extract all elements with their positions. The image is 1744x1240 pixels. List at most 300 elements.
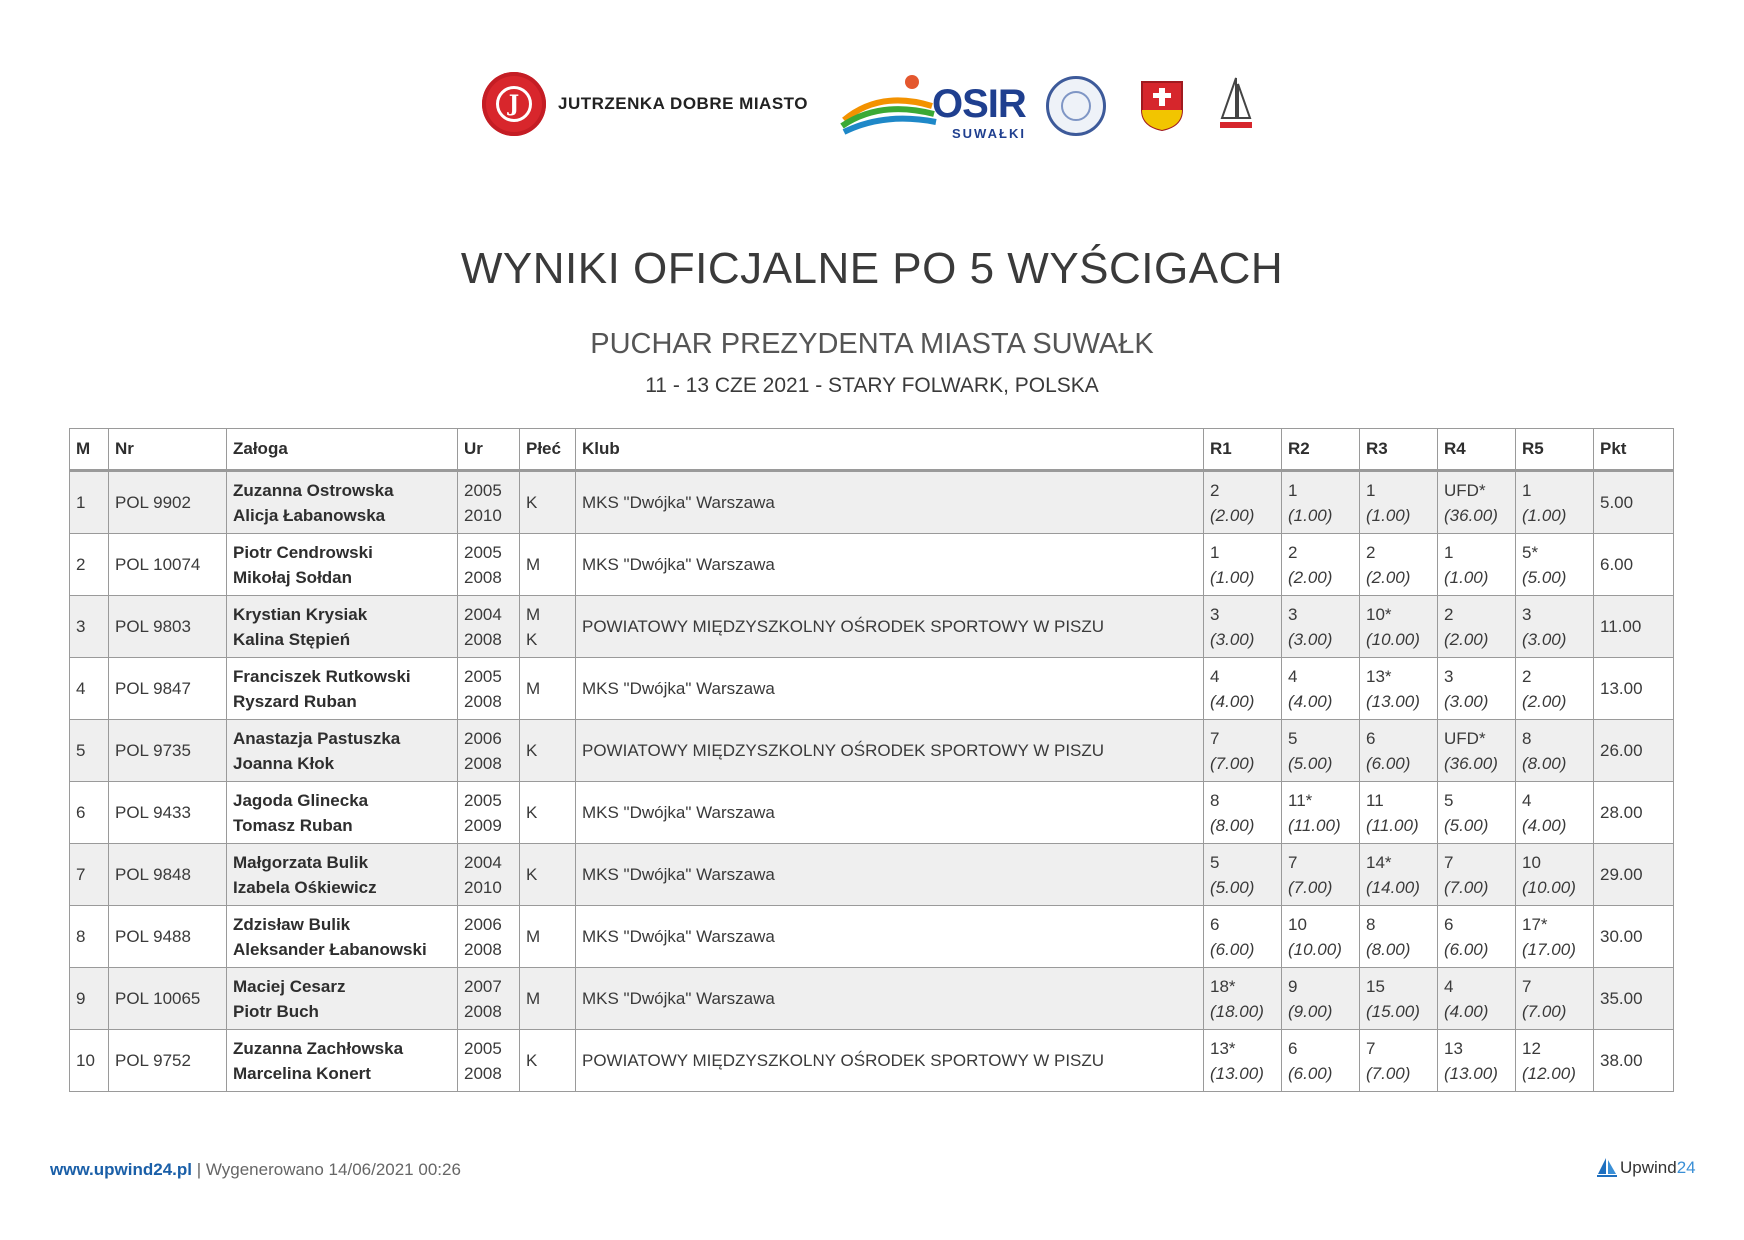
cell-race-2 [1282, 844, 1360, 906]
total-points-value: 11.00 [1600, 617, 1642, 636]
race-points: (5.00) [1522, 567, 1567, 587]
cell-total-points [1594, 720, 1674, 782]
upwind-brand-text [1620, 1158, 1696, 1178]
race-points: (10.00) [1366, 629, 1420, 649]
cell-birth-year [458, 844, 520, 906]
cell-club [576, 720, 1204, 782]
sex-value: M [526, 679, 541, 698]
total-points-value: 29.00 [1600, 865, 1643, 884]
cell-place [70, 844, 109, 906]
race-points: (13.00) [1366, 691, 1420, 711]
col-header: R4 [1438, 429, 1516, 471]
race-position: 7 [1288, 852, 1298, 872]
race-points: (12.00) [1522, 1063, 1576, 1083]
sex-value: M [526, 604, 541, 624]
cell-race-5 [1516, 471, 1594, 534]
race-points: (10.00) [1522, 877, 1576, 897]
cell-race-2 [1282, 658, 1360, 720]
race-position: 6 [1288, 1038, 1298, 1058]
race-position: 6 [1366, 728, 1376, 748]
cell-race-2 [1282, 534, 1360, 596]
cell-race-3 [1360, 658, 1438, 720]
table-row [70, 906, 1674, 968]
cell-race-5 [1516, 906, 1594, 968]
cell-sail-number [109, 906, 227, 968]
cell-total-points [1594, 596, 1674, 658]
race-points: (3.00) [1210, 629, 1255, 649]
cell-race-4 [1438, 658, 1516, 720]
race-position: 5 [1288, 728, 1298, 748]
cell-total-points [1594, 844, 1674, 906]
cell-birth-year [458, 471, 520, 534]
race-position: 13 [1444, 1038, 1463, 1058]
race-points: (4.00) [1210, 691, 1255, 711]
cell-race-2 [1282, 906, 1360, 968]
city-crest-icon [1140, 80, 1184, 132]
race-points: (6.00) [1288, 1063, 1333, 1083]
sail-number-value: POL 10074 [115, 555, 201, 574]
club-name: POWIATOWY MIĘDZYSZKOLNY OŚRODEK SPORTOWY W PISZU [582, 617, 1105, 636]
sex-value: K [526, 1051, 538, 1070]
birth-year-value: 2008 [464, 1063, 502, 1083]
col-header: Płeć [520, 429, 576, 471]
race-position: 17* [1522, 914, 1548, 934]
crew-member-name: Ryszard Ruban [233, 691, 357, 711]
crew-member-name: Franciszek Rutkowski [233, 666, 411, 686]
col-header: R1 [1204, 429, 1282, 471]
cell-race-2 [1282, 596, 1360, 658]
race-points: (7.00) [1288, 877, 1333, 897]
cell-club [576, 968, 1204, 1030]
race-position: 1 [1288, 480, 1298, 500]
birth-year-value: 2008 [464, 567, 502, 587]
crew-member-name: Piotr Cendrowski [233, 542, 373, 562]
cell-total-points [1594, 658, 1674, 720]
race-position: 13* [1210, 1038, 1236, 1058]
race-position: 2 [1366, 542, 1376, 562]
cell-race-4 [1438, 782, 1516, 844]
cell-club [576, 844, 1204, 906]
page-title: WYNIKI OFICJALNE PO 5 WYŚCIGACH [460, 244, 1284, 293]
race-position: 2 [1522, 666, 1532, 686]
total-points-value: 6.00 [1600, 555, 1634, 574]
race-position: 4 [1444, 976, 1454, 996]
race-position: 1 [1210, 542, 1220, 562]
table-row [70, 844, 1674, 906]
race-points: (1.00) [1366, 505, 1411, 525]
total-points-value: 26.00 [1600, 741, 1643, 760]
club-name: MKS "Dwójka" Warszawa [582, 803, 775, 822]
event-dates-location: 11 - 13 CZE 2021 - STARY FOLWARK, POLSKA [645, 374, 1099, 397]
cell-race-5 [1516, 844, 1594, 906]
cell-race-5 [1516, 658, 1594, 720]
cell-race-1 [1204, 471, 1282, 534]
cell-race-4 [1438, 534, 1516, 596]
cell-sail-number [109, 968, 227, 1030]
cell-place [70, 534, 109, 596]
birth-year-value: 2008 [464, 753, 502, 773]
table-row [70, 658, 1674, 720]
cell-total-points [1594, 782, 1674, 844]
cell-crew [227, 720, 458, 782]
cell-total-points [1594, 968, 1674, 1030]
race-points: (5.00) [1210, 877, 1255, 897]
cell-sail-number [109, 534, 227, 596]
cell-club [576, 658, 1204, 720]
cell-crew [227, 596, 458, 658]
race-position: 1 [1366, 480, 1376, 500]
cell-race-4 [1438, 844, 1516, 906]
table-header-row [70, 429, 1674, 471]
race-position: 8 [1522, 728, 1532, 748]
club-name: POWIATOWY MIĘDZYSZKOLNY OŚRODEK SPORTOWY W PISZU [582, 1051, 1105, 1070]
race-position: 2 [1210, 480, 1220, 500]
crew-member-name: Małgorzata Bulik [233, 852, 369, 872]
cell-sail-number [109, 471, 227, 534]
cell-place [70, 658, 109, 720]
sex-value: K [526, 865, 538, 884]
place-value: 5 [76, 741, 86, 760]
cell-race-1 [1204, 906, 1282, 968]
race-position: UFD* [1444, 728, 1486, 748]
cell-club [576, 534, 1204, 596]
cell-race-4 [1438, 906, 1516, 968]
race-points: (10.00) [1288, 939, 1342, 959]
race-position: 1 [1522, 480, 1532, 500]
table-row [70, 720, 1674, 782]
race-points: (13.00) [1210, 1063, 1264, 1083]
race-points: (2.00) [1522, 691, 1567, 711]
table-row [70, 1030, 1674, 1092]
race-points: (2.00) [1444, 629, 1489, 649]
cell-race-5 [1516, 782, 1594, 844]
birth-year-value: 2010 [464, 877, 502, 897]
birth-year-value: 2008 [464, 939, 502, 959]
race-position: 5 [1444, 790, 1454, 810]
cell-race-4 [1438, 968, 1516, 1030]
col-header: Pkt [1594, 429, 1674, 471]
crew-member-name: Jagoda Glinecka [233, 790, 369, 810]
sail-number-value: POL 9752 [115, 1051, 191, 1070]
cell-crew [227, 471, 458, 534]
race-position: 8 [1210, 790, 1220, 810]
total-points-value: 35.00 [1600, 989, 1643, 1008]
cell-total-points [1594, 471, 1674, 534]
birth-year-value: 2005 [464, 666, 502, 686]
total-points-value: 13.00 [1600, 679, 1643, 698]
race-position: 6 [1210, 914, 1220, 934]
club-round-emblem-icon [1046, 76, 1106, 136]
cell-race-3 [1360, 471, 1438, 534]
osir-swoosh-icon [840, 72, 940, 144]
race-position: 6 [1444, 914, 1454, 934]
cell-sex [520, 720, 576, 782]
cell-total-points [1594, 534, 1674, 596]
crew-member-name: Joanna Kłok [233, 753, 335, 773]
cell-place [70, 1030, 109, 1092]
sex-value: K [526, 803, 538, 822]
cell-sail-number [109, 844, 227, 906]
cell-club [576, 782, 1204, 844]
cell-place [70, 471, 109, 534]
logo-strip [0, 68, 1744, 148]
cell-race-4 [1438, 471, 1516, 534]
cell-race-5 [1516, 1030, 1594, 1092]
cell-crew [227, 782, 458, 844]
cell-crew [227, 968, 458, 1030]
crew-member-name: Mikołaj Sołdan [233, 567, 353, 587]
cell-race-1 [1204, 782, 1282, 844]
crew-member-name: Anastazja Pastuszka [233, 728, 401, 748]
crew-member-name: Zdzisław Bulik [233, 914, 351, 934]
cell-crew [227, 534, 458, 596]
crew-member-name: Alicja Łabanowska [233, 505, 386, 525]
cell-place [70, 596, 109, 658]
upwind-brand-number: 24 [1676, 1158, 1696, 1177]
jutrzenka-emblem-icon: J [482, 72, 546, 136]
cell-race-3 [1360, 844, 1438, 906]
col-header: R2 [1282, 429, 1360, 471]
race-position: 7 [1366, 1038, 1376, 1058]
cell-race-5 [1516, 596, 1594, 658]
cell-race-4 [1438, 720, 1516, 782]
cell-race-3 [1360, 968, 1438, 1030]
race-points: (9.00) [1288, 1001, 1333, 1021]
osir-logo-text: OSIR [932, 82, 1026, 126]
cell-race-4 [1438, 1030, 1516, 1092]
cell-birth-year [458, 782, 520, 844]
race-points: (5.00) [1288, 753, 1333, 773]
crew-member-name: Aleksander Łabanowski [233, 939, 427, 959]
cell-sex [520, 782, 576, 844]
race-points: (2.00) [1210, 505, 1255, 525]
cell-place [70, 968, 109, 1030]
race-points: (3.00) [1288, 629, 1333, 649]
cell-race-2 [1282, 968, 1360, 1030]
race-points: (1.00) [1288, 505, 1333, 525]
footer-website-link[interactable]: www.upwind24.pl [50, 1160, 192, 1179]
race-position: 3 [1288, 604, 1298, 624]
race-points: (6.00) [1210, 939, 1255, 959]
sail-number-value: POL 9803 [115, 617, 191, 636]
osir-logo-subtext: SUWAŁKI [952, 126, 1026, 141]
birth-year-value: 2006 [464, 914, 502, 934]
race-position: 4 [1288, 666, 1298, 686]
race-points: (8.00) [1366, 939, 1411, 959]
race-points: (7.00) [1366, 1063, 1411, 1083]
crew-member-name: Zuzanna Ostrowska [233, 480, 394, 500]
cell-race-1 [1204, 534, 1282, 596]
cell-race-5 [1516, 720, 1594, 782]
osir-logo [840, 72, 1026, 144]
cell-club [576, 1030, 1204, 1092]
club-name: MKS "Dwójka" Warszawa [582, 679, 775, 698]
race-position: 1 [1444, 542, 1454, 562]
cell-race-4 [1438, 596, 1516, 658]
cell-total-points [1594, 1030, 1674, 1092]
cell-club [576, 906, 1204, 968]
race-position: 10* [1366, 604, 1392, 624]
race-points: (1.00) [1444, 567, 1489, 587]
birth-year-value: 2005 [464, 480, 502, 500]
birth-year-value: 2005 [464, 542, 502, 562]
place-value: 1 [76, 493, 86, 512]
cell-race-2 [1282, 782, 1360, 844]
cell-birth-year [458, 658, 520, 720]
race-points: (17.00) [1522, 939, 1576, 959]
birth-year-value: 2010 [464, 505, 502, 525]
cell-club [576, 471, 1204, 534]
club-name: MKS "Dwójka" Warszawa [582, 555, 775, 574]
cell-birth-year [458, 906, 520, 968]
cell-crew [227, 844, 458, 906]
race-points: (5.00) [1444, 815, 1489, 835]
club-name: MKS "Dwójka" Warszawa [582, 865, 775, 884]
club-name: MKS "Dwójka" Warszawa [582, 493, 775, 512]
sail-number-value: POL 9902 [115, 493, 191, 512]
sex-value: M [526, 989, 541, 1008]
crew-member-name: Maciej Cesarz [233, 976, 346, 996]
table-row [70, 471, 1674, 534]
upwind-brand-word: Upwind [1620, 1158, 1677, 1177]
cell-sex [520, 471, 576, 534]
sail-number-value: POL 9488 [115, 927, 191, 946]
cell-sex [520, 534, 576, 596]
cell-race-1 [1204, 968, 1282, 1030]
crew-member-name: Krystian Krysiak [233, 604, 368, 624]
cell-place [70, 782, 109, 844]
upwind24-logo [1596, 1156, 1696, 1182]
race-points: (1.00) [1522, 505, 1567, 525]
birth-year-value: 2008 [464, 1001, 502, 1021]
cell-sail-number [109, 596, 227, 658]
cell-sex [520, 658, 576, 720]
club-name: MKS "Dwójka" Warszawa [582, 989, 775, 1008]
cell-birth-year [458, 534, 520, 596]
results-table [69, 428, 1674, 1092]
race-points: (3.00) [1444, 691, 1489, 711]
cell-sail-number [109, 1030, 227, 1092]
race-points: (8.00) [1210, 815, 1255, 835]
upwind-sail-icon [1596, 1156, 1618, 1180]
birth-year-value: 2004 [464, 852, 502, 872]
col-header: Klub [576, 429, 1204, 471]
race-points: (3.00) [1522, 629, 1567, 649]
race-position: 11* [1288, 790, 1313, 810]
col-header: Ur [458, 429, 520, 471]
race-points: (7.00) [1444, 877, 1489, 897]
sex-value: M [526, 555, 541, 574]
sail-emblem-icon [1214, 74, 1258, 138]
race-points: (36.00) [1444, 505, 1498, 525]
race-position: 9 [1288, 976, 1298, 996]
place-value: 2 [76, 555, 86, 574]
cell-race-1 [1204, 596, 1282, 658]
cell-race-2 [1282, 1030, 1360, 1092]
cell-race-1 [1204, 720, 1282, 782]
cell-sex [520, 968, 576, 1030]
crew-member-name: Izabela Ośkiewicz [233, 877, 377, 897]
place-value: 4 [76, 679, 86, 698]
cell-sex [520, 906, 576, 968]
cell-sail-number [109, 658, 227, 720]
race-position: 13* [1366, 666, 1392, 686]
race-points: (7.00) [1210, 753, 1255, 773]
place-value: 7 [76, 865, 86, 884]
race-points: (14.00) [1366, 877, 1420, 897]
total-points-value: 38.00 [1600, 1051, 1643, 1070]
race-points: (4.00) [1522, 815, 1567, 835]
place-value: 10 [76, 1051, 95, 1070]
race-position: 15 [1366, 976, 1385, 996]
birth-year-value: 2004 [464, 604, 502, 624]
sail-number-value: POL 9735 [115, 741, 191, 760]
footer-generated-text: | Wygenerowano 14/06/2021 00:26 [192, 1160, 461, 1179]
col-header: Załoga [227, 429, 458, 471]
crew-member-name: Piotr Buch [233, 1001, 319, 1021]
birth-year-value: 2008 [464, 629, 502, 649]
race-points: (4.00) [1444, 1001, 1489, 1021]
cell-crew [227, 658, 458, 720]
race-points: (11.00) [1288, 815, 1341, 835]
race-position: 3 [1210, 604, 1220, 624]
sail-number-value: POL 9848 [115, 865, 191, 884]
race-position: 18* [1210, 976, 1236, 996]
cell-birth-year [458, 596, 520, 658]
cell-place [70, 906, 109, 968]
jutrzenka-logo [482, 72, 812, 142]
sex-value: M [526, 927, 541, 946]
jutrzenka-logo-text: JUTRZENKA DOBRE MIASTO [558, 94, 808, 113]
race-points: (36.00) [1444, 753, 1498, 773]
cell-sex [520, 1030, 576, 1092]
total-points-value: 5.00 [1600, 493, 1634, 512]
table-row [70, 782, 1674, 844]
birth-year-value: 2005 [464, 790, 502, 810]
cell-race-3 [1360, 596, 1438, 658]
place-value: 9 [76, 989, 86, 1008]
results-body [70, 471, 1674, 1092]
race-position: 5 [1210, 852, 1220, 872]
sex-value: K [526, 741, 538, 760]
sail-number-value: POL 9847 [115, 679, 191, 698]
cell-birth-year [458, 720, 520, 782]
table-row [70, 968, 1674, 1030]
place-value: 6 [76, 803, 86, 822]
race-points: (15.00) [1366, 1001, 1420, 1021]
event-subtitle: PUCHAR PREZYDENTA MIASTA SUWAŁK [590, 328, 1154, 360]
race-position: 8 [1366, 914, 1376, 934]
cell-race-2 [1282, 720, 1360, 782]
race-points: (1.00) [1210, 567, 1255, 587]
cell-race-1 [1204, 1030, 1282, 1092]
race-position: 3 [1522, 604, 1532, 624]
race-position: 7 [1522, 976, 1532, 996]
club-name: MKS "Dwójka" Warszawa [582, 927, 775, 946]
cell-sex [520, 596, 576, 658]
cell-race-1 [1204, 844, 1282, 906]
crew-member-name: Zuzanna Zachłowska [233, 1038, 404, 1058]
birth-year-value: 2008 [464, 691, 502, 711]
cell-race-3 [1360, 720, 1438, 782]
race-position: 7 [1210, 728, 1220, 748]
crew-member-name: Kalina Stępień [233, 629, 351, 649]
footer-info [50, 1160, 461, 1180]
race-position: 14* [1366, 852, 1392, 872]
race-position: 4 [1522, 790, 1532, 810]
race-points: (2.00) [1288, 567, 1333, 587]
race-position: 7 [1444, 852, 1454, 872]
